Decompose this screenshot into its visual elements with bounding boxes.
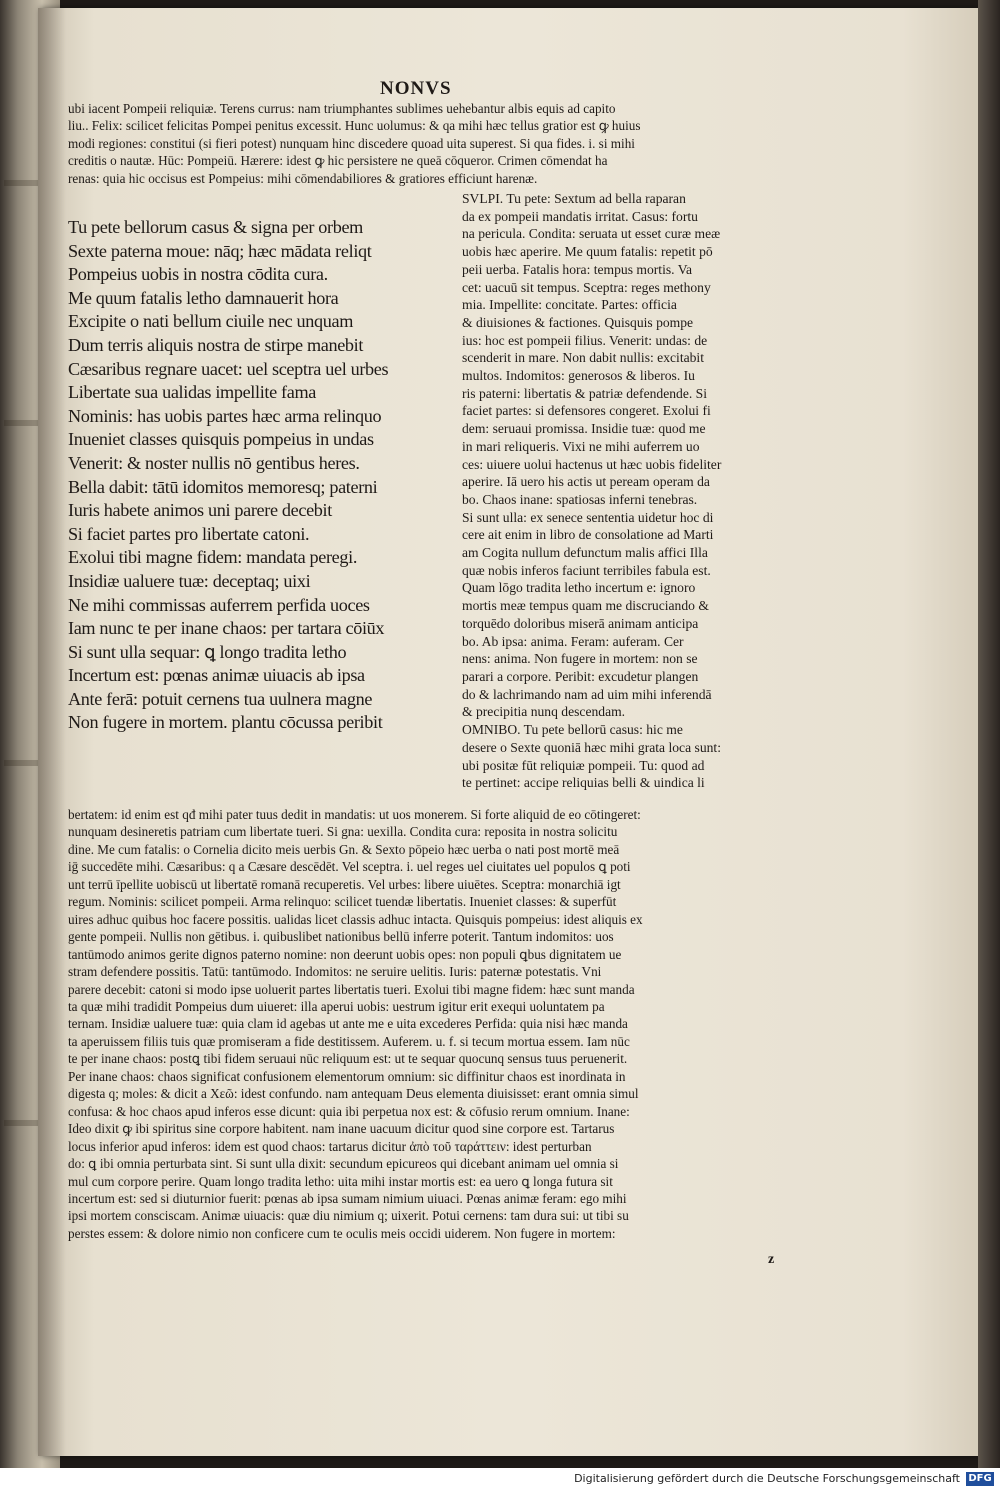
commentary-line: dine. Me cum fatalis: o Cornelia dicito meis uerbis Gn. & Sexto pōpeio hæc uerba o nati post mortē meā <box>68 841 620 857</box>
commentary-line: parere decebit: catoni si modo ipse uoluerit partes libertatis tueri. Exolui tibi magne fidem: hæc sunt manda <box>68 981 635 997</box>
commentary-line: Ideo dixit ꝙ ibi spiritus sine corpore habitent. nam inane uacuum dicitur quod sine corpore est. Tartarus <box>68 1121 615 1137</box>
commentary-line: in mari reliqueris. Vixi ne mihi auferrem uo <box>462 438 700 454</box>
commentary-line: da ex pompeii mandatis irritat. Casus: fortu <box>462 208 698 224</box>
commentary-line: na pericula. Condita: seruata ut esset curæ meæ <box>462 226 721 242</box>
running-head: NONVS <box>380 78 452 99</box>
commentary-line: quæ nobis inferos faciunt terribiles fabula est. <box>462 562 711 578</box>
commentary-line: Per inane chaos: chaos significat confusionem elementorum omnium: sic diffinitur chaos est inordinata in <box>68 1068 626 1084</box>
verse-line: Ante ferā: potuit cernens tua uulnera magne <box>68 688 373 709</box>
commentary-line: Si sunt ulla: ex senece sententia uidetur hoc di <box>462 509 714 525</box>
commentary-line: bo. Chaos inane: spatiosas inferni tenebras. <box>462 491 698 507</box>
right-page-edge <box>978 0 1000 1468</box>
commentary-line: do & lachrimando nam ad uim mihi inferendā <box>462 686 712 702</box>
commentary-line: renas: quia hic occisus est Pompeius: mihi cōmendabiliores & gratiores efficiunt harenæ. <box>68 170 538 186</box>
commentary-line: mortis meæ tempus quam me discruciando & <box>462 598 709 614</box>
commentary-line: gente pompeii. Nullis non gētibus. i. quibuslibet nationibus bellū inferre poterit. Tantum indomitos: uos <box>68 929 614 945</box>
commentary-line: confusa: & hoc chaos apud inferos esse dicunt: quia ibi perpetua nox est: & cōfusio rerum omnium. Inane: <box>68 1103 630 1119</box>
verse-line: Sexte paterna moue: nāq; hæc mādata reliqt <box>68 240 372 261</box>
commentary-line: aperire. Iā uero his actis ut peream operam da <box>462 474 710 490</box>
verse-line: Si sunt ulla sequar: ꝗ longo tradita letho <box>68 641 347 662</box>
commentary-line: nunquam desineretis patriam cum libertate tueri. Si gna: uexilla. Condita cura: reposita in nostra solicitu <box>68 824 618 840</box>
verse-line: Inueniet classes quisquis pompeius in undas <box>68 429 374 450</box>
commentary-line: te per inane chaos: postꝗ tibi fidem seruaui nūc reliquum est: ut te sequar quocunq sensus tuus peruenerit. <box>68 1051 628 1067</box>
commentary-line: bo. Ab ipsa: anima. Feram: auferam. Cer <box>462 633 684 649</box>
verse-line: Tu pete bellorum casus & signa per orbem <box>68 217 363 237</box>
commentary-line: nens: anima. Non fugere in mortem: non se <box>462 651 698 667</box>
verse-line: Cæsaribus regnare uacet: uel sceptra uel urbes <box>68 358 389 379</box>
commentary-line: ta aperuissem filiis tuis quæ promiseram a fide destitissem. Auferem. u. f. si tecum mortua essem. Iam nūc <box>68 1033 630 1049</box>
commentary-line: cet: uacuū sit tempus. Sceptra: reges methony <box>462 279 711 295</box>
commentary-line: digesta q; moles: & dicit a Χεῶ: idest confundo. nam antequam Deus elementa diuisisset: erant omnia simul <box>68 1086 639 1102</box>
dfg-logo: DFG <box>966 1472 994 1486</box>
commentary-line: scenderit in mare. Non dabit nullis: excitabit <box>462 350 704 366</box>
commentary-line: ta quæ mihi tradidit Pompeius dum uiueret: illa aperui uobis: uestrum igitur erit exequi uoluntatem pa <box>68 998 605 1014</box>
commentary-line: uobis hæc aperire. Me quum fatalis: repetit pō <box>462 244 713 260</box>
commentary-line: regum. Nominis: scilicet pompeii. Arma relinquo: scilicet tuendæ libertatis. Inueniet classes: & superfūt <box>68 894 617 910</box>
commentary-line: do: ꝗ ibi omnia perturbata sint. Si sunt ulla dixit: secundum epicureos qui dicebant animam uel omnia si <box>68 1156 619 1172</box>
verse-line: Insidiæ ualuere tuæ: deceptaq; uixi <box>68 570 311 591</box>
verse-line: Nominis: has uobis partes hæc arma relinquo <box>68 405 382 426</box>
verse-line: Non fugere in mortem. plantu cōcussa peribit <box>68 712 383 733</box>
commentary-line: parari a corpore. Peribit: excudetur plangen <box>462 668 699 684</box>
commentary-line: cere ait enim in libro de consolatione ad Marti <box>462 527 714 543</box>
commentary-line: mia. Impellite: concitate. Partes: officia <box>462 297 677 313</box>
commentary-line: te pertinet: accipe reliquias belli & uindica li <box>462 775 705 791</box>
verse-line: Incertum est: pœnas animæ uiuacis ab ipsa <box>68 665 365 686</box>
commentary-line: iḡ succedēte mihi. Cæsaribus: q a Cæsare descēdēt. Vel sceptra. i. uel reges uel ciuitates uel populos ꝗ poti <box>68 859 631 875</box>
commentary-line: dem: seruaui promissa. Insidie tuæ: quod me <box>462 421 706 437</box>
verse-line: Pompeius uobis in nostra cōdita cura. <box>68 264 328 285</box>
commentary-line: uires adhuc quibus hoc facere possitis. ualidas licet classis adhuc intacta. Quisquis pompeius: idest aliquis ex <box>68 911 643 927</box>
commentary-line: incertum est: sed si diuturnior fuerit: pœnas ab ipsa sumam nimium uiuaci. Pœnas animæ feram: ego mihi <box>68 1190 627 1206</box>
commentary-line: OMNIBO. Tu pete bellorū casus: hic me <box>462 722 683 738</box>
commentary-line: Quam lōgo tradita letho incertum e: ignoro <box>462 580 696 596</box>
right-commentary <box>462 190 792 792</box>
verse-line: Me quum fatalis letho damnauerit hora <box>68 287 339 308</box>
commentary-line: creditis o nautæ. Hūc: Pompeiū. Hærere: idest ꝙ hic persistere ne queā cōqueror. Crimen cōmendat ha <box>68 153 608 169</box>
commentary-line: unt terrū īpellite uobiscū ut libertatē romanā recuperetis. Vel urbes: libere uiuētes. Sceptra: monarchiā igt <box>68 876 621 892</box>
verse-line: Libertate sua ualidas impellite fama <box>68 382 316 403</box>
commentary-line: ternam. Insidiæ ualuere tuæ: quia clam id agebas ut ante me e uita excederes Perfida: quia nisi hæc manda <box>68 1016 628 1032</box>
verse-line: Iam nunc te per inane chaos: per tartara cōiūx <box>68 618 385 639</box>
top-commentary <box>68 100 788 187</box>
commentary-line: & precipitia nunq descendam. <box>462 704 626 720</box>
commentary-line: stram defendere possitis. Tatū: tantūmodo. Indomitos: ne seruire uelitis. Iuris: paternæ potestatis. Vni <box>68 964 602 980</box>
footer-credit: Digitalisierung gefördert durch die Deutsche Forschungsgemeinschaft <box>574 1472 960 1485</box>
verse-line: Dum terris aliquis nostra de stirpe manebit <box>68 334 364 355</box>
verse-column <box>68 216 468 735</box>
commentary-line: ubi positæ fūt reliquiæ pompeii. Tu: quod ad <box>462 757 705 773</box>
verse-line: Venerit: & noster nullis nō gentibus heres. <box>68 452 360 473</box>
commentary-line: multos. Indomitos: generosos & liberos. Iu <box>462 368 695 384</box>
commentary-line: am Cogita nullum defunctum malis affici Illa <box>462 545 708 561</box>
footer-bar <box>0 1468 1000 1490</box>
gutter-shadow <box>38 8 66 1456</box>
verse-line: Si faciet partes pro libertate catoni. <box>68 523 310 544</box>
commentary-line: ipsi mortem consciscam. Animæ uiuacis: quæ diu nimium q; uixerit. Potui cernens: tam dura sui: ut tibi su <box>68 1208 629 1224</box>
commentary-line: perstes essem: & dolore nimio non conficere cum te oculis meis occidi uiderem. Non fugere in mortem: <box>68 1225 616 1241</box>
verse-line: Bella dabit: tātū idomitos memoresq; paterni <box>68 476 378 497</box>
commentary-line: peii uerba. Fatalis hora: tempus mortis. Va <box>462 261 693 277</box>
verse-line: Ne mihi commissas auferrem perfida uoces <box>68 594 370 615</box>
commentary-line: ris paterni: libertatis & patriæ defendende. Si <box>462 385 707 401</box>
signature-mark: z <box>768 1252 775 1267</box>
verse-line: Iuris habete animos uni parere decebit <box>68 500 332 521</box>
commentary-line: mul cum corpore perire. Quam longo tradita letho: uita mihi instar mortis est: ea uero ꝗ longa futura sit <box>68 1173 613 1189</box>
commentary-line: liu.. Felix: scilicet felicitas Pompei penitus excessit. Hunc uolumus: & qa mihi hæc tellus gratior est ꝙ huius <box>68 118 641 134</box>
commentary-line: ubi iacent Pompeii reliquiæ. Terens currus: nam triumphantes sublimes uehebantur albis equis ad capito <box>68 101 616 116</box>
commentary-line: desere o Sexte quoniā hæc mihi grata loca sunt: <box>462 739 721 755</box>
commentary-line: torquēdo doloribus miserā animam anticipa <box>462 615 699 631</box>
commentary-line: bertatem: id enim est qđ mihi pater tuus dedit in mandatis: ut uos monerem. Si forte aliquid de eo cōtingeret: <box>68 807 641 822</box>
commentary-line: & diuisiones & factiones. Quisquis pompe <box>462 314 694 330</box>
verse-line: Exolui tibi magne fidem: mandata peregi. <box>68 547 358 568</box>
commentary-line: ces: uiuere uolui hactenus ut hæc uobis fideliter <box>462 456 722 472</box>
commentary-line: faciet partes: si defensores congeret. Exolui fi <box>462 403 711 419</box>
commentary-line: tantūmodo animos gerite dignos paterno nomine: non deerunt uobis opes: non populi ꝗbus dignitatem ue <box>68 946 622 962</box>
commentary-line: modi regiones: constitui (si fieri potest) nunquam hinc discedere quoad uita superest. Si qua fides. i. si mihi <box>68 135 635 151</box>
bottom-commentary <box>68 806 798 1242</box>
commentary-line: ius: hoc est pompeii filius. Venerit: undas: de <box>462 332 708 348</box>
commentary-line: locus inferior apud inferos: idem est quod chaos: tartarus dicitur ἀπὸ τοῦ ταράττειν: idest perturban <box>68 1138 592 1154</box>
commentary-line: SVLPI. Tu pete: Sextum ad bella raparan <box>462 191 686 206</box>
verse-line: Excipite o nati bellum ciuile nec unquam <box>68 311 353 332</box>
